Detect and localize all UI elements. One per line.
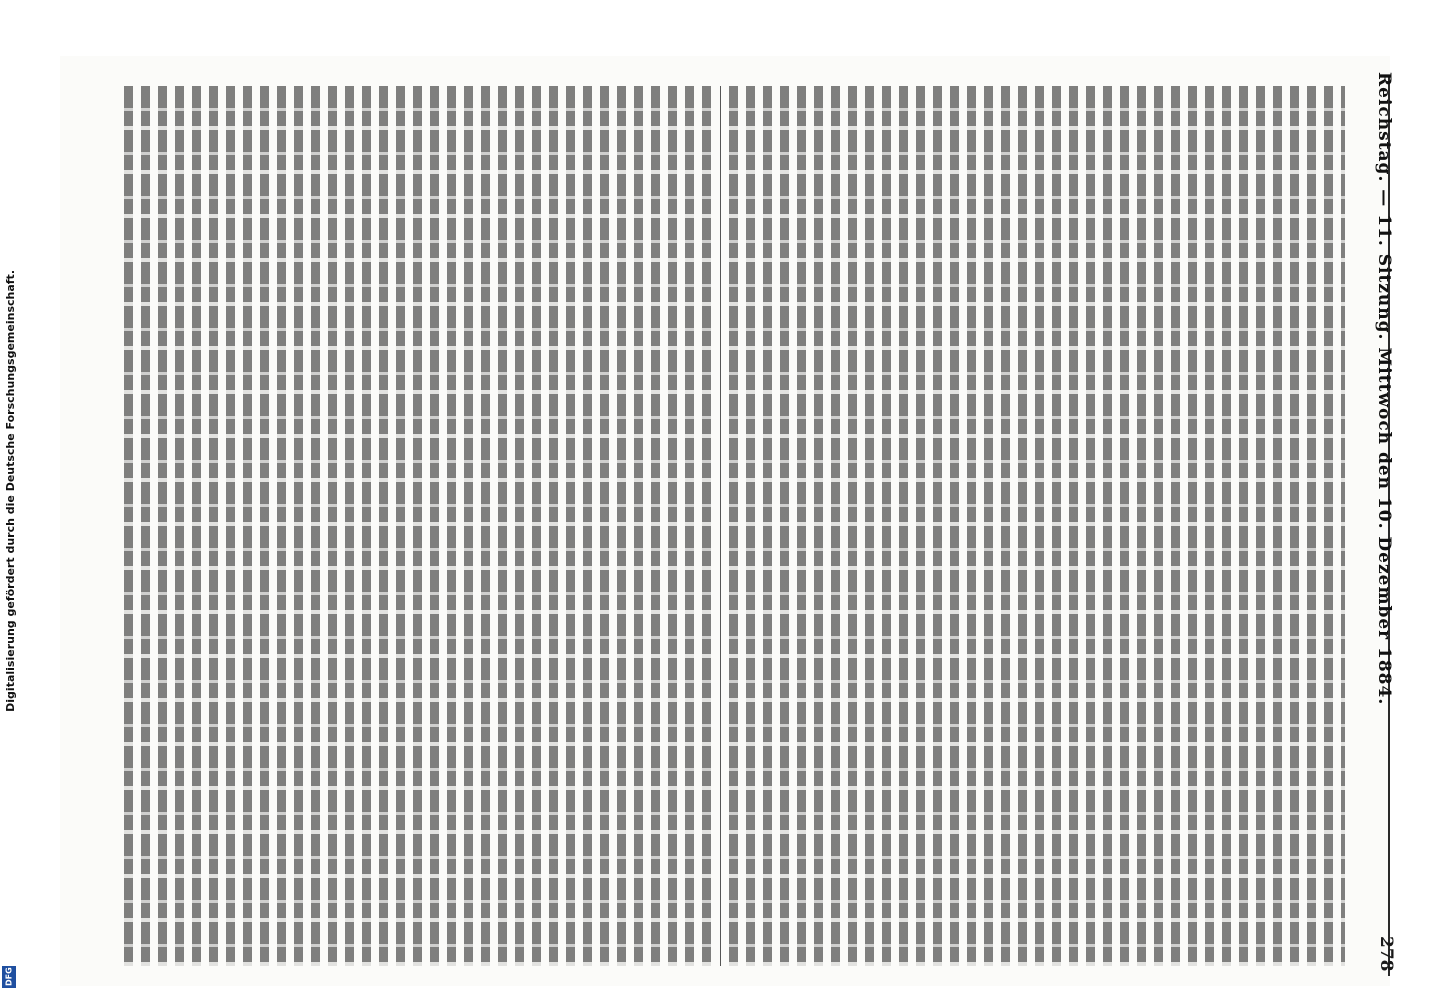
digitization-credit: Digitalisierung gefördert durch die Deutsche Forschungsgemeinschaft. [4, 270, 17, 712]
text-lines-left [120, 86, 715, 966]
running-title: Reichstag. — 11. Sitzung. Mittwoch den 10. Dezember 1884. [1374, 72, 1394, 706]
column-divider [720, 86, 721, 966]
page-number: 278 [1376, 936, 1396, 972]
text-lines-right [725, 86, 1345, 966]
text-column-right [725, 86, 1345, 966]
text-column-left [120, 86, 715, 966]
scanned-page [60, 56, 1396, 986]
running-head [1374, 72, 1394, 711]
dfg-logo-icon: DFG [2, 966, 16, 988]
